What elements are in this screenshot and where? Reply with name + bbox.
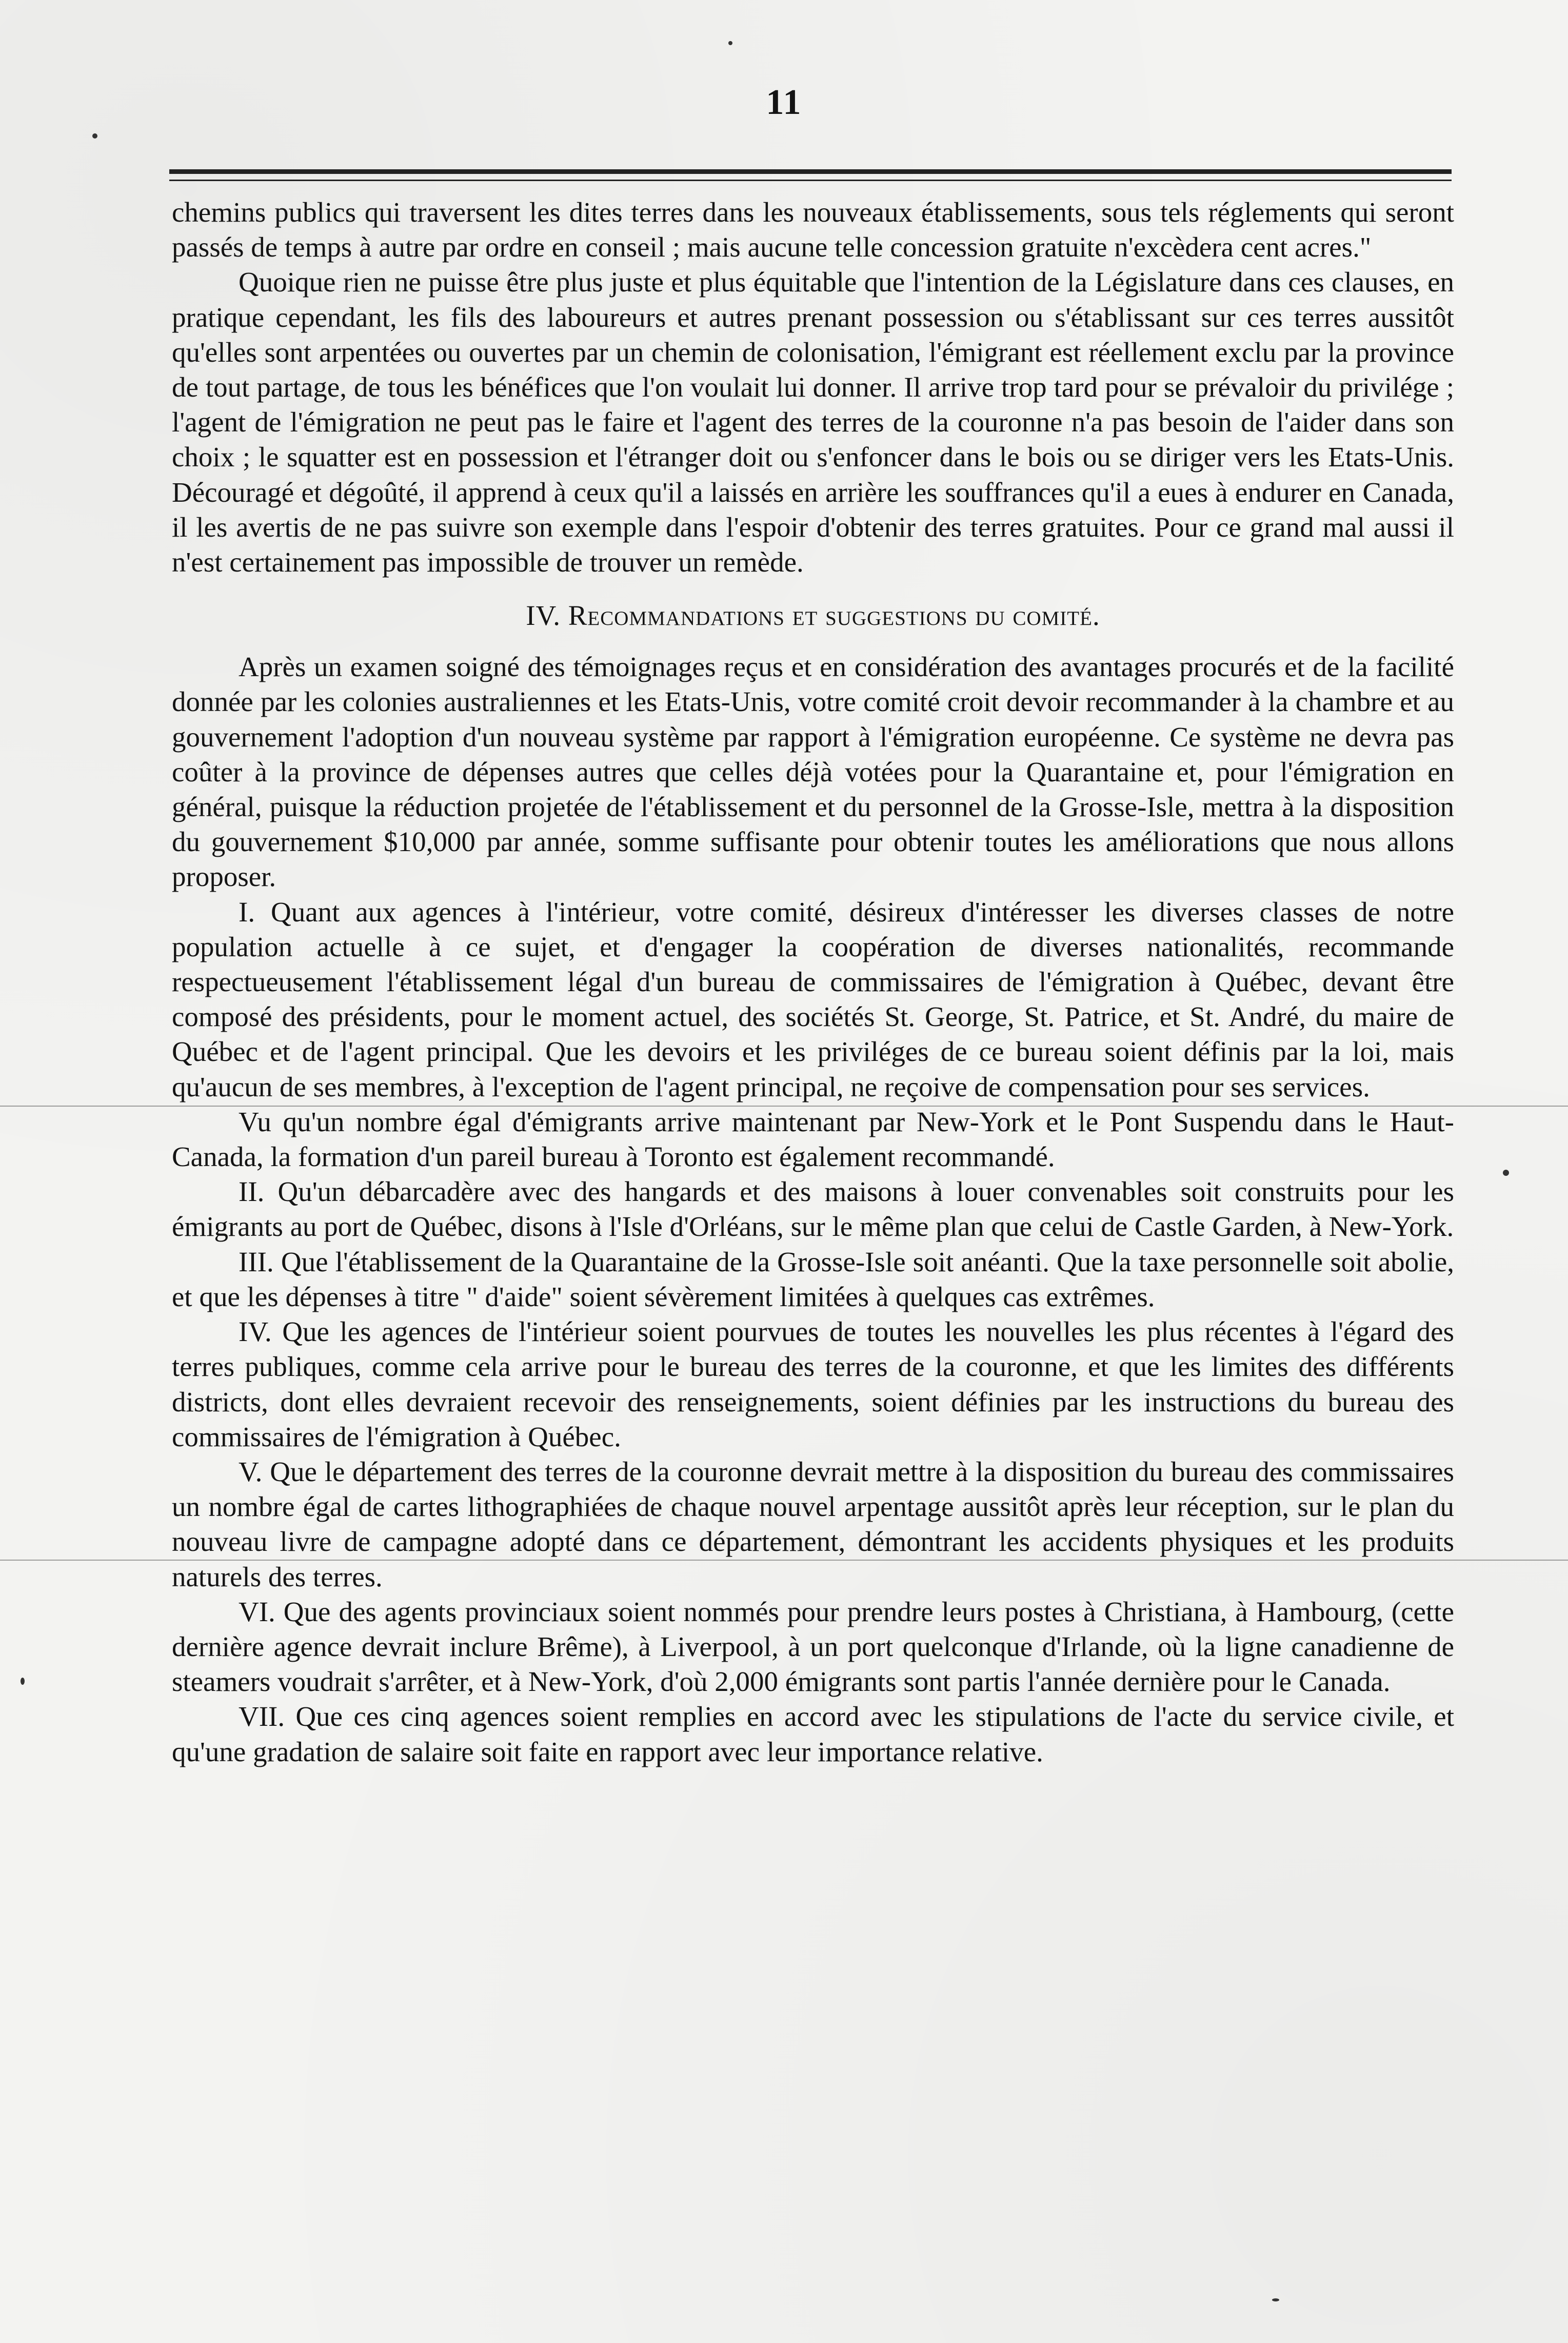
section-numeral: IV.: [526, 600, 561, 632]
paragraph: II. Qu'un débarcadère avec des hangards et des maisons à louer convenables soit construits pour les émigrants au port de Québec, disons à l'Isle d'Orléans, sur le même plan que celui de Castle Garden, à New-York.: [172, 1176, 1454, 1243]
paragraph: V. Que le département des terres de la couronne devrait mettre à la disposition du bureau des commissaires un nombre égal de cartes lithographiées de chaque nouvel arpentage aussitôt après leur réception, sur le plan du nouveau livre de campagne adopté dans ce département, démontrant les accidents physiques et les produits naturels des terres.: [172, 1455, 1454, 1592]
header-rule-thin: [169, 180, 1452, 181]
scan-speck: [1272, 2298, 1279, 2301]
paragraph: VI. Que des agents provinciaux soient nommés pour prendre leurs postes à Christiana, à Hambourg, (cette dernière agence devrait inclure Brême), à Liverpool, à un port quelconque d'Irlande, où la ligne canadienne de steamers voudrait s'arrêter, et à New-York, d'où 2,000 émigrants sont partis l'année dernière pour le Canada.: [172, 1596, 1454, 1698]
paragraph: IV. Que les agences de l'intérieur soient pourvues de toutes les nouvelles les plus récentes à l'égard des terres publiques, comme cela arrive pour le bureau des terres de la couronne, et que les limites des différents districts, dont elles devraient recevoir des renseignements, soient définies par les instructions du bureau des commissaires de l'émigration à Québec.: [172, 1316, 1454, 1452]
page-number: 11: [766, 83, 802, 122]
paragraph: I. Quant aux agences à l'intérieur, votre comité, désireux d'intéresser les diverses classes de notre population actuelle à ce sujet, et d'engager la coopération de diverses nationalités, recommande respectueusement l'établissement légal d'un bureau de commissaires de l'émigration à Québec, devant être composé des présidents, pour le moment actuel, des sociétés St. George, St. Patrice, et St. André, du maire de Québec et de l'agent principal. Que les devoirs et les priviléges de ce bureau soient définis par la loi, mais qu'aucun de ses membres, à l'exception de l'agent principal, ne reçoive de compensation pour ses services.: [172, 896, 1454, 1102]
paragraph: Après un examen soigné des témoignages reçus et en considération des avantages procurés et de la facilité donnée par les colonies australiennes et les Etats-Unis, votre comité croit devoir recommander à la chambre et au gouvernement l'adoption d'un nouveau système par rapport à l'émigration européenne. Ce système ne devra pas coûter à la province de dépenses autres que celles déjà votées pour la Quarantaine et, pour l'émigration en général, puisque la réduction projetée de l'établissement et du personnel de la Grosse-Isle, mettra à la disposition du gouvernement $10,000 par année, somme suffisante pour obtenir toutes les améliorations que nous allons proposer.: [172, 651, 1454, 893]
paragraph-continued: chemins publics qui traversent les dites terres dans les nouveaux établissements, sous tels réglements qui seront passés de temps à autre par ordre en conseil ; mais aucune telle concession gratuite n'excèdera cent acres.": [172, 196, 1454, 263]
scan-speck: [1503, 1170, 1509, 1176]
scan-speck: [92, 133, 97, 139]
paragraph: Quoique rien ne puisse être plus juste et plus équitable que l'intention de la Législature dans ces clauses, en pratique cependant, les fils des laboureurs et autres prenant possession ou s'établissant sur ces terres aussitôt qu'elles sont arpentées ou ouvertes par un chemin de colonisation, l'émigrant est réellement exclu par la province de tout partage, de tous les bénéfices que l'on voulait lui donner. Il arrive trop tard pour se prévaloir du privilége ; l'agent de l'émigration ne peut pas le faire et l'agent des terres de la couronne n'a pas besoin de l'aider dans son choix ; le squatter est en possession et l'étranger doit ou s'enfoncer dans le bois ou se diriger vers les Etats-Unis. Découragé et dégoûté, il apprend à ceux qu'il a laissés en arrière les souffrances qu'il a eues à endurer en Canada, il les avertis de ne pas suivre son exemple dans l'espoir d'obtenir des terres gratuites. Pour ce grand mal aussi il n'est certainement pas impossible de trouver un remède.: [172, 266, 1454, 578]
section-title: Recommandations et suggestions du comité.: [568, 600, 1100, 632]
header-rule-thick: [169, 169, 1452, 174]
document-body: [172, 195, 1454, 1769]
paragraph: III. Que l'établissement de la Quarantaine de la Grosse-Isle soit anéanti. Que la taxe personnelle soit abolie, et que les dépenses à titre " d'aide" soient sévèrement limitées à quelques cas extrêmes.: [172, 1246, 1454, 1312]
section-heading: [172, 598, 1454, 633]
paragraph: Vu qu'un nombre égal d'émigrants arrive maintenant par New-York et le Pont Suspendu dans le Haut-Canada, la formation d'un pareil bureau à Toronto est également recommandé.: [172, 1106, 1454, 1173]
scan-speck: [728, 41, 732, 45]
scan-speck: [21, 1678, 25, 1685]
paragraph: VII. Que ces cinq agences soient remplies en accord avec les stipulations de l'acte du service civile, et qu'une gradation de salaire soit faite en rapport avec leur importance relative.: [172, 1701, 1454, 1767]
